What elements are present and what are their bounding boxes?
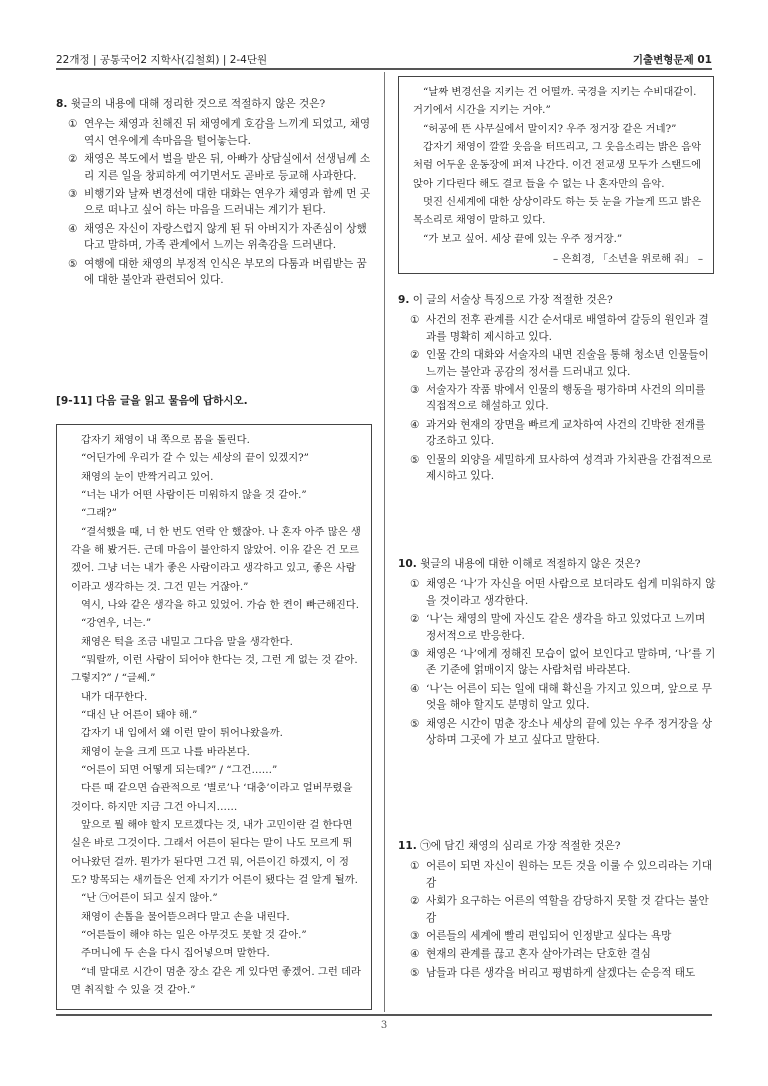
passage-paragraph: “네 말대로 시간이 멈춘 장소 같은 게 있다면 좋겠어. 그런 데라면 취직할 수 있을 것 같아.” <box>71 965 361 996</box>
answer-option <box>410 611 716 644</box>
option-text: 사건의 전후 관계를 시간 순서대로 배열하여 갈등의 원인과 결과를 명확히 제시하고 있다. <box>426 314 709 343</box>
option-text: 인물의 외양을 세밀하게 묘사하여 성격과 가치관을 간접적으로 제시하고 있다. <box>426 453 713 483</box>
passage-paragraph: 채영이 손톱을 물어뜯으려다 말고 손을 내린다. <box>81 910 290 923</box>
option-number: ⑤ <box>68 257 78 270</box>
option-number: ④ <box>410 948 420 961</box>
passage-paragraph: 갑자기 채영이 내 쪽으로 몸을 돌린다. <box>81 434 250 446</box>
option-number: ④ <box>68 222 78 235</box>
answer-option <box>410 452 716 485</box>
option-number: ① <box>68 118 78 131</box>
option-number: ① <box>410 578 420 591</box>
option-text: ‘나’는 어른이 되는 일에 대해 확신을 가지고 있으며, 앞으로 무엇을 해야 할지도 분명히 알고 있다. <box>426 682 713 712</box>
option-number: ② <box>410 613 420 626</box>
answer-option <box>410 417 716 450</box>
passage-paragraph: 갑자기 채영이 깔깔 웃음을 터뜨리고, 그 웃음소리는 밝은 음악처럼 어두운 운동장에 퍼져 나간다. 이건 전교생 모두가 스탠드에 앉아 기다린다 해도 결코 들을 수 없는 나 혼자만의 음악. <box>413 140 702 190</box>
answer-option <box>410 716 716 749</box>
passage-paragraph: 채영이 눈을 크게 뜨고 나를 바라본다. <box>81 745 250 758</box>
option-text: 채영은 ‘나’가 자신을 어떤 사람으로 보더라도 쉽게 미워하지 않을 것이라고 생각한다. <box>426 578 716 607</box>
answer-option <box>410 382 716 415</box>
option-number: ⑤ <box>410 453 420 466</box>
passage-paragraph: “어른들이 해야 하는 일은 아무것도 못할 것 같아.” <box>81 928 307 941</box>
passage-paragraph: “대신 난 어른이 돼야 해.” <box>81 708 198 721</box>
answer-option <box>68 116 374 149</box>
option-number: ③ <box>410 384 420 397</box>
option-number: ② <box>410 895 420 908</box>
answer-option <box>410 312 716 345</box>
answer-option <box>410 576 716 609</box>
passage-paragraph: “허공에 뜬 사무실에서 말이지? 우주 정거장 같은 거네?” <box>423 122 677 135</box>
option-text: 인물 간의 대화와 서술자의 내면 진술을 통해 청소년 인물들이 느끼는 불안과 공감의 정서를 드러내고 있다. <box>426 349 709 378</box>
answer-option <box>68 256 374 289</box>
passage-paragraph: 다른 때 같으면 습관적으로 ‘별로’나 ‘대충’이라고 얼버무렸을 것이다. 하지만 지금 그건 아니지…… <box>71 782 353 813</box>
option-list <box>410 858 716 981</box>
question-stem: 이 글의 서술상 특징으로 가장 적절한 것은? <box>412 294 613 306</box>
option-number: ⑤ <box>410 966 420 979</box>
passage-box-left <box>56 424 372 1010</box>
header-title: 기출변형문제 01 <box>632 54 712 66</box>
question-9 <box>398 292 716 486</box>
header-rule <box>56 68 712 70</box>
option-text: 서술자가 작품 밖에서 인물의 행동을 평가하며 사건의 의미를 직접적으로 해설하고 있다. <box>426 384 706 413</box>
section-instruction: [9-11] 다음 글을 읽고 물음에 답하시오. <box>56 395 248 407</box>
passage-paragraph: “난 ㉠어른이 되고 싶지 않아.” <box>81 892 218 905</box>
passage-paragraph: “가 보고 싶어. 세상 끝에 있는 우주 정거장.” <box>423 232 623 245</box>
answer-option <box>410 681 716 714</box>
question-10 <box>398 556 716 750</box>
option-text: 현재의 관계를 끊고 혼자 살아가려는 단호한 결심 <box>426 948 651 961</box>
option-list <box>410 312 716 484</box>
option-text: 여행에 대한 채영의 부정적 인식은 부모의 다툼과 버림받는 꿈에 대한 불안과 관련되어 있다. <box>84 257 367 287</box>
passage-paragraph: 주머니에 두 손을 다시 집어넣으며 말한다. <box>81 947 270 960</box>
question-11 <box>398 838 716 983</box>
option-number: ③ <box>410 648 420 661</box>
option-list <box>410 576 716 748</box>
question-stem: 윗글의 내용에 대한 이해로 적절하지 않은 것은? <box>420 558 641 570</box>
answer-option <box>410 646 716 679</box>
passage-paragraph: “어른이 되면 어떻게 되는데?” / “그건……” <box>81 763 278 776</box>
passage-paragraph: “너는 내가 어떤 사람이든 미워하지 않을 것 같아.” <box>81 488 307 501</box>
question-8 <box>56 96 374 290</box>
question-number: 8. <box>56 98 68 110</box>
answer-option <box>68 151 374 184</box>
option-number: ③ <box>68 188 78 201</box>
passage-paragraph: 채영은 턱을 조금 내밀고 그다음 말을 생각한다. <box>81 635 293 648</box>
question-number: 9. <box>398 294 410 306</box>
option-number: ④ <box>410 418 420 431</box>
passage-paragraph: “결석했을 때, 너 한 번도 연락 안 했잖아. 나 혼자 아주 많은 생각을 해 봤거든. 근데 마음이 불안하지 않았어. 이유 같은 건 모르겠어. 그냥 너는 내가 좋은 사람이라고 생각하고 있고, 좋은 사람이라고 생각하는 것. 그건 믿는 거잖아.” <box>71 525 361 593</box>
passage-paragraph: “그래?” <box>81 507 117 520</box>
page-number: 3 <box>380 1020 388 1031</box>
answer-option <box>410 965 716 981</box>
passage-paragraph: “날짜 변경선을 지키는 건 어떨까. 국경을 지키는 수비대같이. 거기에서 시간을 지키는 거야.” <box>413 86 697 117</box>
column-divider <box>384 72 385 1012</box>
question-stem: ㉠에 담긴 채영의 심리로 가장 적절한 것은? <box>420 840 621 852</box>
answer-option <box>410 893 716 926</box>
question-number: 11. <box>398 840 417 852</box>
passage-paragraph: “강연우, 너는.” <box>81 617 152 630</box>
answer-option <box>410 347 716 380</box>
answer-option <box>410 946 716 962</box>
option-text: 채영은 복도에서 벌을 받은 뒤, 아빠가 상담실에서 선생님께 소리 지른 일을 창피하게 여기면서도 곧바로 등교해 사과한다. <box>84 153 371 182</box>
passage-source: – 은희경, 「소년을 위로해 줘」 – <box>553 252 703 265</box>
passage-box-right <box>398 76 714 274</box>
option-number: ③ <box>410 930 420 943</box>
footer-rule <box>56 1014 712 1016</box>
option-text: 연우는 채영과 친해진 뒤 채영에게 호감을 느끼게 되었고, 채영 역시 연우에게 속마음을 털어놓는다. <box>84 118 371 147</box>
passage-paragraph: 멋진 신세계에 대한 상상이라도 하는 듯 눈을 가늘게 뜨고 밝은 목소리로 채영이 말하고 있다. <box>413 195 702 227</box>
passage-paragraph: “뭐랄까, 이런 사람이 되어야 한다는 것, 그런 게 없는 것 같아. 그렇지?” / “글쎄.” <box>71 653 358 685</box>
passage-paragraph: 내가 대꾸한다. <box>81 690 148 703</box>
passage-paragraph: 역시, 나와 같은 생각을 하고 있었어. 가슴 한 켠이 빠근해진다. <box>81 598 359 611</box>
option-number: ① <box>410 860 420 873</box>
option-text: 채영은 ‘나’에게 정해진 모습이 없어 보인다고 말하며, ‘나’를 기존 기준에 얽매이지 않는 사람처럼 바라본다. <box>426 648 716 677</box>
option-number: ④ <box>410 682 420 695</box>
passage-paragraph: 채영의 눈이 반짝거리고 있어. <box>81 470 214 483</box>
answer-option <box>410 928 716 944</box>
option-number: ② <box>68 153 78 166</box>
answer-option <box>68 186 374 219</box>
question-number: 10. <box>398 558 417 570</box>
option-text: 남들과 다른 생각을 버리고 평범하게 살겠다는 순응적 태도 <box>426 966 696 979</box>
option-text: 채영은 시간이 멈춘 장소나 세상의 끝에 있는 우주 정거장을 상상하며 그곳에 가 보고 싶다고 말한다. <box>426 717 713 747</box>
option-list <box>68 116 374 288</box>
page-header <box>56 50 712 68</box>
option-number: ② <box>410 349 420 362</box>
answer-option <box>68 221 374 254</box>
passage-paragraph: 갑자기 내 입에서 왜 이런 말이 튀어나왔을까. <box>81 727 283 740</box>
answer-option <box>410 858 716 891</box>
option-text: 비행기와 날짜 변경선에 대한 대화는 연우가 채영과 함께 먼 곳으로 떠나고 싶어 하는 마음을 드러내는 계기가 된다. <box>84 188 371 217</box>
option-text: ‘나’는 채영의 말에 자신도 같은 생각을 하고 있었다고 느끼며 정서적으로 반응한다. <box>426 613 706 642</box>
question-stem: 윗글의 내용에 대해 정리한 것으로 적절하지 않은 것은? <box>70 98 326 110</box>
option-text: 어른들의 세계에 빨리 편입되어 인정받고 싶다는 욕망 <box>426 930 672 943</box>
option-number: ① <box>410 314 420 327</box>
header-course: 22개정 | 공통국어2 지학사(김철회) | 2-4단원 <box>56 54 268 66</box>
option-text: 어른이 되면 자신이 원하는 모든 것을 이룰 수 있으리라는 기대감 <box>426 860 713 889</box>
option-number: ⑤ <box>410 717 420 730</box>
passage-paragraph: 앞으로 뭘 해야 할지 모르겠다는 것, 내가 고민이란 걸 한다면 실은 바로 그것이다. 그래서 어른이 된다는 말이 나도 모르게 튀어나왔던 걸까. 뭔가가 된다면 그건 뭐, 어른이긴 하겠지, 이 정도? 방목되는 새끼들은 언제 자기가 어른이 됐다는 걸 알게 될까. <box>71 818 358 886</box>
passage-paragraph: “어딘가에 우리가 갈 수 있는 세상의 끝이 있겠지?” <box>81 452 309 465</box>
option-text: 사회가 요구하는 어른의 역할을 감당하지 못할 것 같다는 불안감 <box>426 895 709 924</box>
option-text: 과거와 현재의 장면을 빠르게 교차하여 사건의 긴박한 전개를 강조하고 있다. <box>426 418 706 448</box>
option-text: 채영은 자신이 자랑스럽지 않게 된 뒤 아버지가 자존심이 상했다고 말하며, 가족 관계에서 느끼는 위축감을 드러낸다. <box>84 222 367 252</box>
